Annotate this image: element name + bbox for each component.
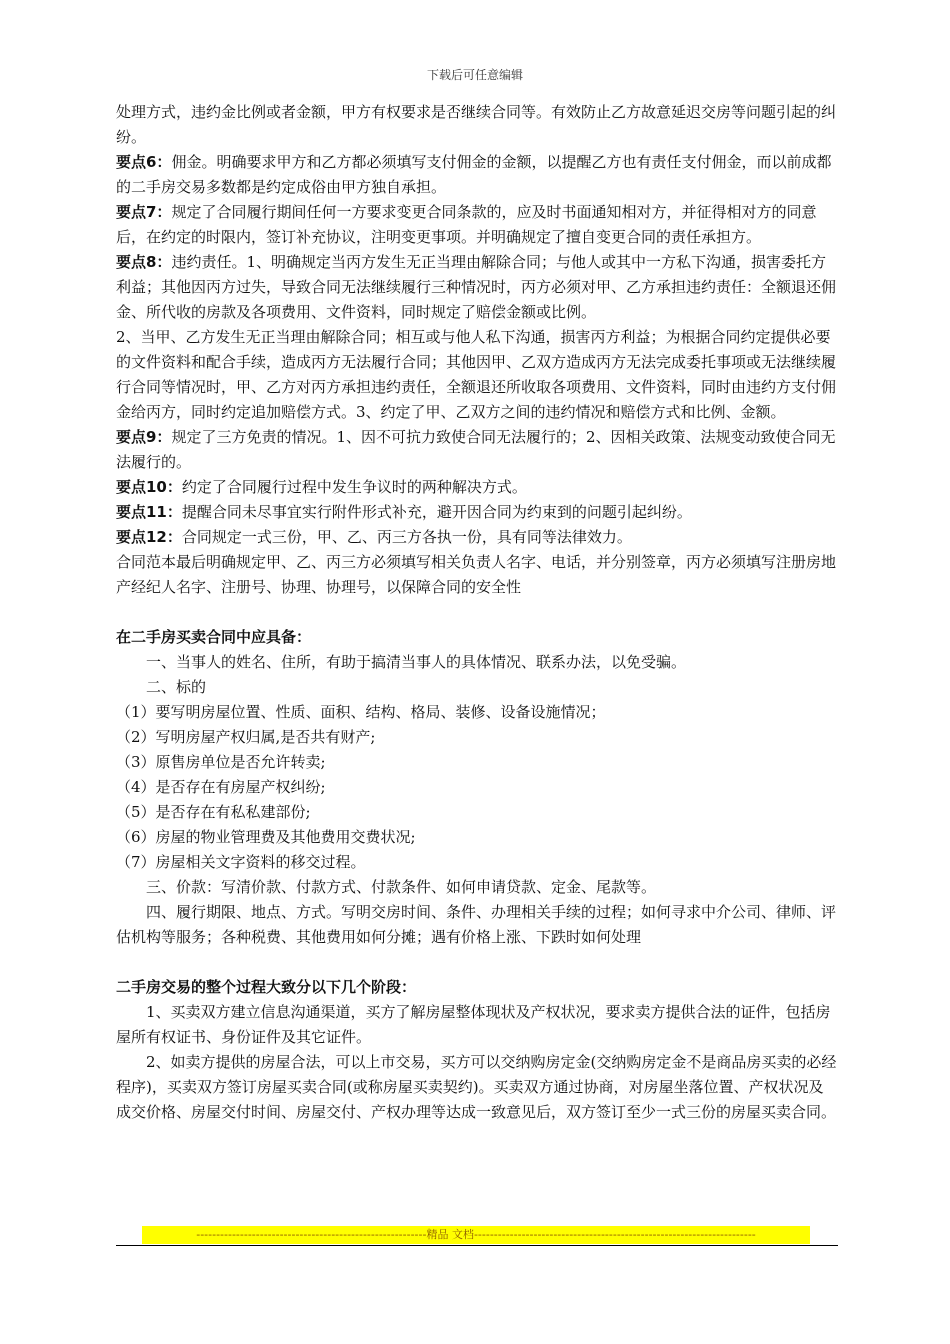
point-6 [116, 150, 838, 200]
point-label: 要点8： [116, 253, 172, 271]
stage-paragraph: 1、买卖双方建立信息沟通渠道，买方了解房屋整体现状及产权状况，要求卖方提供合法的证件，包括房屋所有权证书、身份证件及其它证件。 [116, 1003, 831, 1046]
point-label: 要点12： [116, 528, 182, 546]
section-item: 一、当事人的姓名、住所，有助于搞清当事人的具体情况、联系办法，以免受骗。 [146, 653, 687, 671]
point-11 [116, 500, 838, 525]
point-10 [116, 475, 838, 500]
point-label: 要点7： [116, 203, 172, 221]
point-text: 佣金。明确要求甲方和乙方都必须填写支付佣金的金额，以提醒乙方也有责任支付佣金，而以前成都的二手房交易多数都是约定成俗由甲方独自承担。 [116, 153, 832, 196]
point-text: 规定了合同履行期间任何一方要求变更合同条款的，应及时书面通知相对方，并征得相对方的同意后，在约定的时限内，签订补充协议，注明变更事项。并明确规定了擅自变更合同的责任承担方。 [116, 203, 817, 246]
sub-item: （6）房屋的物业管理费及其他费用交费状况; [116, 828, 416, 846]
sub-item: （3）原售房单位是否允许转卖; [116, 753, 326, 771]
page-header: 下载后可任意编辑 [426, 68, 523, 82]
point-12 [116, 525, 838, 550]
spacer [116, 950, 838, 975]
stage-paragraph: 2、如卖方提供的房屋合法，可以上市交易，买方可以交纳购房定金(交纳购房定金不是商品房买卖的必经程序)，买卖双方签订房屋买卖合同(或称房屋买卖契约)。买卖双方通过协商，对房屋坐落位置、产权状况及成交价格、房屋交付时间、房屋交付、产权办理等达成一致意见后，双方签订至少一式三份的房屋买卖合同。 [116, 1053, 837, 1121]
point-text: 合同规定一式三份，甲、乙、丙三方各执一份，具有同等法律效力。 [181, 528, 632, 546]
closing-paragraph: 合同范本最后明确规定甲、乙、丙三方必须填写相关负责人名字、电话，并分别签章，丙方必须填写注册房地产经纪人名字、注册号、协理、协理号，以保障合同的安全性 [116, 553, 837, 596]
point-label: 要点10： [116, 478, 182, 496]
point-label: 要点6： [116, 153, 172, 171]
sub-item: （1）要写明房屋位置、性质、面积、结构、格局、装修、设备设施情况； [116, 703, 606, 721]
section-item: 三、价款：写清价款、付款方式、付款条件、如何申请贷款、定金、尾款等。 [146, 878, 657, 896]
spacer [116, 600, 838, 625]
point-8-continued: 2、当甲、乙方发生无正当理由解除合同；相互或与他人私下沟通，损害丙方利益；为根据合同约定提供必要的文件资料和配合手续，造成丙方无法履行合同；其他因甲、乙双方造成丙方无法完成委托事项或无法继续履行合同等情况时，甲、乙方对丙方承担违约责任，全额退还所收取各项费用、文件资料，同时由违约方支付佣金给丙方，同时约定追加赔偿方式。3、约定了甲、乙双方之间的违约情况和赔偿方式和比例、金额。 [116, 328, 837, 421]
document-body [116, 100, 838, 1125]
point-8 [116, 250, 838, 325]
section-item: 四、履行期限、地点、方式。写明交房时间、条件、办理相关手续的过程；如何寻求中介公司、律师、评估机构等服务；各种税费、其他费用如何分摊；遇有价格上涨、下跌时如何处理 [116, 903, 837, 946]
point-text: 规定了三方免责的情况。1、因不可抗力致使合同无法履行的；2、因相关政策、法规变动致使合同无法履行的。 [116, 428, 836, 471]
point-9 [116, 425, 838, 475]
point-label: 要点9： [116, 428, 172, 446]
point-text: 约定了合同履行过程中发生争议时的两种解决方式。 [181, 478, 527, 496]
section-item: 二、标的 [146, 678, 207, 696]
point-label: 要点11： [116, 503, 182, 521]
point-text: 违约责任。1、明确规定当丙方发生无正当理由解除合同；与他人或其中一方私下沟通，损害委托方利益；其他因丙方过失，导致合同无法继续履行三种情况时，丙方必须对甲、乙方承担违约责任：全额退还佣金、所代收的房款及各项费用、文件资料，同时规定了赔偿金额或比例。 [116, 253, 837, 321]
section-heading-contract-elements: 在二手房买卖合同中应具备： [116, 628, 312, 646]
point-7 [116, 200, 838, 250]
sub-item: （5）是否存在有私私建部份; [116, 803, 311, 821]
point-text: 提醒合同未尽事宜实行附件形式补充，避开因合同为约束到的问题引起纠纷。 [181, 503, 692, 521]
footer-divider [116, 1245, 838, 1246]
sub-item: （7）房屋相关文字资料的移交过程。 [116, 853, 366, 871]
footer-banner: ----------------------------------------------------------精品 文档----------------------------------------------------------------------- [142, 1226, 810, 1244]
sub-item: （2）写明房屋产权归属,是否共有财产; [116, 728, 376, 746]
paragraph-intro: 处理方式，违约金比例或者金额，甲方有权要求是否继续合同等。有效防止乙方故意延迟交房等问题引起的纠纷。 [116, 103, 837, 146]
section-heading-transaction-stages: 二手房交易的整个过程大致分以下几个阶段： [116, 978, 417, 996]
sub-item: （4）是否存在有房屋产权纠纷; [116, 778, 326, 796]
